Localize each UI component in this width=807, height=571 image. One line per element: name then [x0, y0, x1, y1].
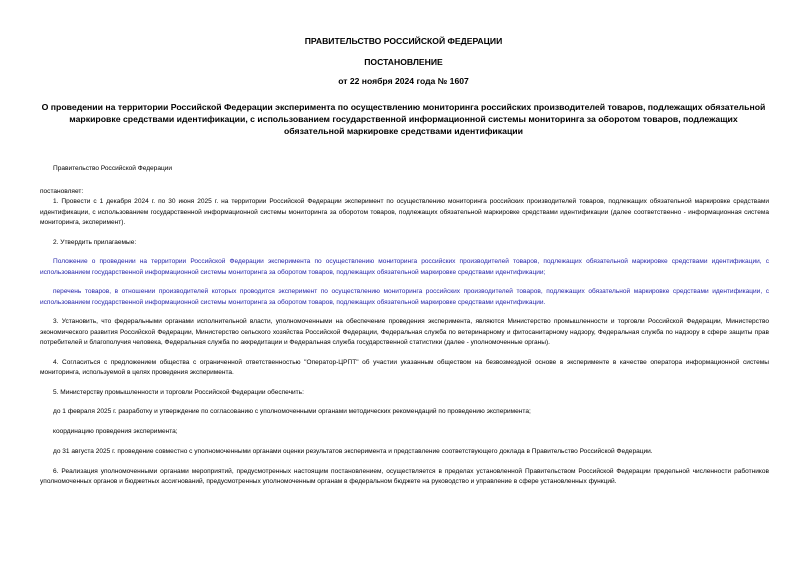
- date-number-heading: от 22 ноября 2024 года № 1607: [338, 76, 469, 86]
- goods-list-link-text[interactable]: перечень товаров, в отношении производителей которых проводится эксперимент по осуществлению мониторинга российских производителей товаров, подлежащих обязательной маркировке средствами идентификации, с использованием государственной информационной системы мониторинга за оборотом товаров, подлежащих обязательной маркировке средствами идентификации.: [40, 288, 769, 306]
- goods-list-link[interactable]: [40, 287, 769, 307]
- paragraph-5a: до 1 февраля 2025 г. разработку и утверждение по согласованию с уполномоченными органами методических рекомендаций по проведению эксперимента;: [53, 408, 531, 416]
- regulation-link[interactable]: [40, 257, 769, 277]
- decrees-paragraph: постановляет:: [40, 188, 84, 196]
- document-title: О проведении на территории Российской Федерации эксперимента по осуществлению мониторинга российских производителей товаров, подлежащих обязательной маркировке средствами идентификации, с использованием государственной информационной системы мониторинга за оборотом товаров, подлежащих обязательной маркировке средствами идентификации: [41, 102, 766, 136]
- intro-paragraph: Правительство Российской Федерации: [53, 165, 173, 172]
- paragraph-5: 5. Министерству промышленности и торговли Российской Федерации обеспечить:: [53, 388, 304, 396]
- paragraph-5b: координацию проведения эксперимента;: [53, 428, 178, 436]
- paragraph-5c: до 31 августа 2025 г. проведение совместно с уполномоченными органами оценки результатов эксперимента и представление соответствующего доклада в Правительство Российской Федерации.: [53, 448, 653, 455]
- paragraph-2: 2. Утвердить прилагаемые:: [53, 238, 137, 246]
- issuer-heading: ПРАВИТЕЛЬСТВО РОССИЙСКОЙ ФЕДЕРАЦИИ: [304, 36, 503, 46]
- doc-type-heading: ПОСТАНОВЛЕНИЕ: [364, 57, 443, 67]
- paragraph-3: 3. Установить, что федеральными органами исполнительной власти, уполномоченными на обеспечение проведения эксперимента, являются Министерство промышленности и торговли Российской Федерации, Министерство экономического развития Российской Федерации, Министерство сельского хозяйства Российской Федерации, Федеральная служба по ветеринарному и фитосанитарному надзору, Федеральная служба по надзору в сфере защиты прав потребителей и благополучия человека, Федеральная служба по аккредитации и Федеральная служба государственной статистики (далее - уполномоченные органы).: [40, 318, 769, 346]
- regulation-link-text[interactable]: Положение о проведении на территории Российской Федерации эксперимента по осуществлению мониторинга российских производителей товаров, подлежащих обязательной маркировке средствами идентификации, с использованием государственной информационной системы мониторинга за оборотом товаров, подлежащих обязательной маркировке средствами идентификации;: [40, 258, 769, 276]
- document-body: [40, 164, 769, 497]
- paragraph-1: 1. Провести с 1 декабря 2024 г. по 30 июня 2025 г. на территории Российской Федерации эксперимент по осуществлению мониторинга российских производителей товаров, подлежащих обязательной маркировке средствами идентификации, с использованием государственной информационной системы мониторинга за оборотом товаров, подлежащих обязательной маркировке средствами идентификации (далее соответственно - информационная система мониторинга, эксперимент).: [40, 198, 769, 226]
- paragraph-6: 6. Реализация уполномоченными органами мероприятий, предусмотренных настоящим постановлением, осуществляется в пределах установленной Правительством Российской Федерации предельной численности работников уполномоченных органов и бюджетных ассигнований, предусмотренных уполномоченным органам в федеральном бюджете на руководство и управление в сфере установленных функций.: [40, 467, 769, 485]
- paragraph-4: 4. Согласиться с предложением общества с ограниченной ответственностью "Оператор-ЦРПТ" об участии указанным обществом на безвозмездной основе в эксперименте в качестве оператора информационной системы мониторинга, используемой в целях проведения эксперимента.: [40, 358, 769, 376]
